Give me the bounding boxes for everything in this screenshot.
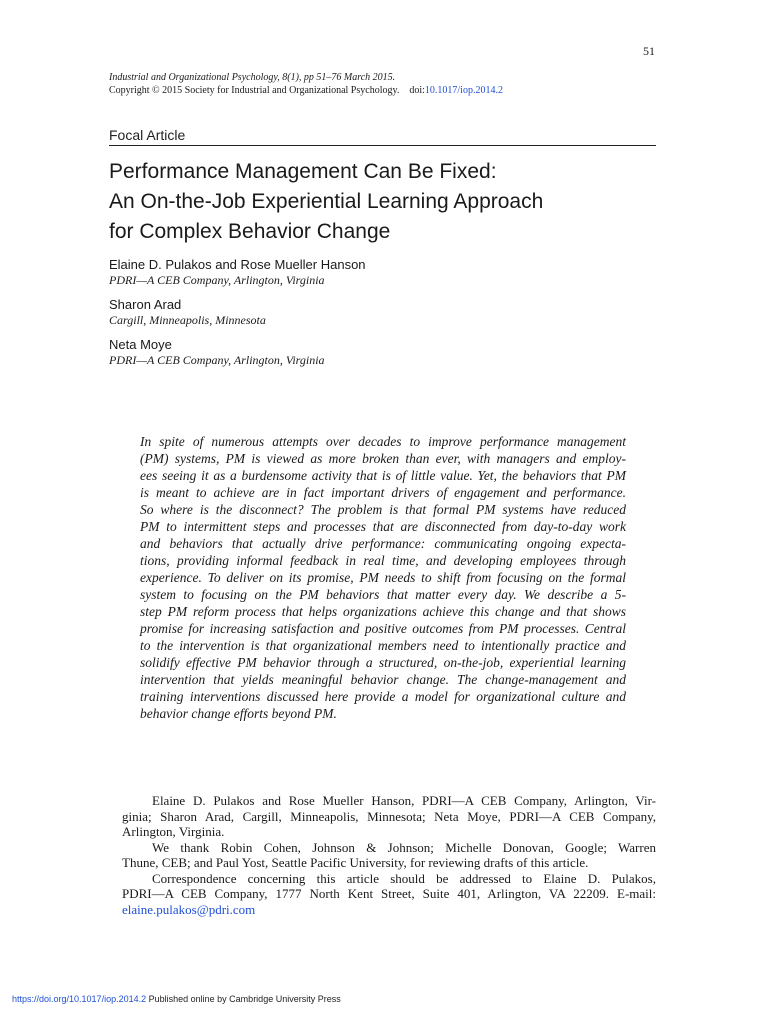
page-number: 51 (643, 44, 655, 58)
author-affiliation: Cargill, Minneapolis, Minnesota (109, 313, 266, 327)
notes-line: Elaine D. Pulakos and Rose Mueller Hanson, PDRI—A CEB Company, Arlington, Vir- (152, 793, 656, 808)
author-name: Elaine D. Pulakos and Rose Mueller Hanson (109, 257, 366, 272)
abstract-line: experience. To deliver on its promise, PM needs to shift from focusing on the formal (140, 570, 626, 585)
abstract-line: (PM) systems, PM is viewed as more broken than ever, with managers and employ- (140, 451, 626, 466)
journal-copyright-line (109, 84, 503, 97)
notes-line: Arlington, Virginia. (122, 824, 225, 839)
title-line: for Complex Behavior Change (109, 220, 391, 243)
page-footer (12, 994, 341, 1004)
abstract-line: to the intervention is that organizational members need to intentionally practice and (140, 638, 626, 653)
abstract-line: ees seeing it as a burdensome activity that is of little value. Yet, the behaviors that PM (140, 468, 626, 483)
author-affiliation: PDRI—A CEB Company, Arlington, Virginia (109, 353, 325, 367)
notes-line: Correspondence concerning this article should be addressed to Elaine D. Pulakos, (152, 870, 656, 886)
abstract-line: and behaviors that actually drive performance: communicating ongoing expecta- (140, 536, 626, 551)
journal-header (109, 71, 503, 97)
footer-published: Published online by Cambridge University Press (148, 994, 341, 1004)
author-entry (109, 296, 669, 328)
notes-line: ginia; Sharon Arad, Cargill, Minneapolis, Minnesota; Neta Moye, PDRI—A CEB Company, (122, 808, 656, 824)
abstract-line: is meant to achieve are in fact important drivers of engagement and performance. (140, 485, 626, 500)
doi-prefix: doi: (409, 85, 425, 96)
abstract-line: In spite of numerous attempts over decades to improve performance management (140, 434, 626, 449)
author-affiliation: PDRI—A CEB Company, Arlington, Virginia (109, 273, 325, 287)
footer-doi-link[interactable]: https://doi.org/10.1017/iop.2014.2 (12, 994, 147, 1004)
abstract-line: PM to intermittent steps and processes that are disconnected from day-to-day work (140, 519, 626, 534)
notes-line: Thune, CEB; and Paul Yost, Seattle Pacific University, for reviewing drafts of this article. (122, 855, 589, 870)
section-divider (109, 145, 656, 146)
abstract-line: system to focusing on the PM behaviors that matter every day. We describe a 5- (140, 587, 626, 602)
author-name: Neta Moye (109, 337, 172, 352)
abstract-line: step PM reform process that helps organizations achieve this change and that shows (140, 604, 626, 619)
notes-line: PDRI—A CEB Company, 1777 North Kent Street, Suite 401, Arlington, VA 22209. E-mail: (122, 886, 656, 901)
abstract-line: promise for increasing satisfaction and positive outcomes from PM processes. Central (140, 621, 626, 636)
author-name: Sharon Arad (109, 297, 182, 312)
abstract (140, 433, 626, 722)
copyright-text: Copyright © 2015 Society for Industrial and Organizational Psychology. (109, 85, 400, 96)
author-entry (109, 256, 669, 288)
title-line: An On-the-Job Experiential Learning Approach (109, 190, 544, 213)
journal-citation: Industrial and Organizational Psychology, 8(1), pp 51–76 March 2015. (109, 72, 396, 83)
abstract-line: tions, providing informal feedback in real time, and developing employees through (140, 553, 626, 568)
article-title (109, 157, 669, 247)
email-link[interactable]: elaine.pulakos@pdri.com (122, 901, 256, 917)
abstract-line: So where is the disconnect? The problem is that formal PM systems have reduced (140, 502, 626, 517)
notes-line (122, 902, 656, 918)
abstract-line: behavior change efforts beyond PM. (140, 706, 337, 721)
abstract-line: intervention that yields meaningful behavior change. The change-management and (140, 672, 626, 687)
author-list (109, 256, 669, 376)
notes-line: We thank Robin Cohen, Johnson & Johnson; Michelle Donovan, Google; Warren (152, 839, 656, 855)
doi-link[interactable]: 10.1017/iop.2014.2 (424, 85, 503, 96)
section-label: Focal Article (109, 127, 186, 143)
abstract-line: training interventions discussed here provide a model for organizational culture and (140, 689, 626, 704)
author-notes (122, 793, 656, 917)
author-entry (109, 336, 669, 368)
abstract-line: solidify effective PM behavior through a structured, on-the-job, experiential learning (140, 655, 626, 670)
title-line: Performance Management Can Be Fixed: (109, 160, 497, 183)
